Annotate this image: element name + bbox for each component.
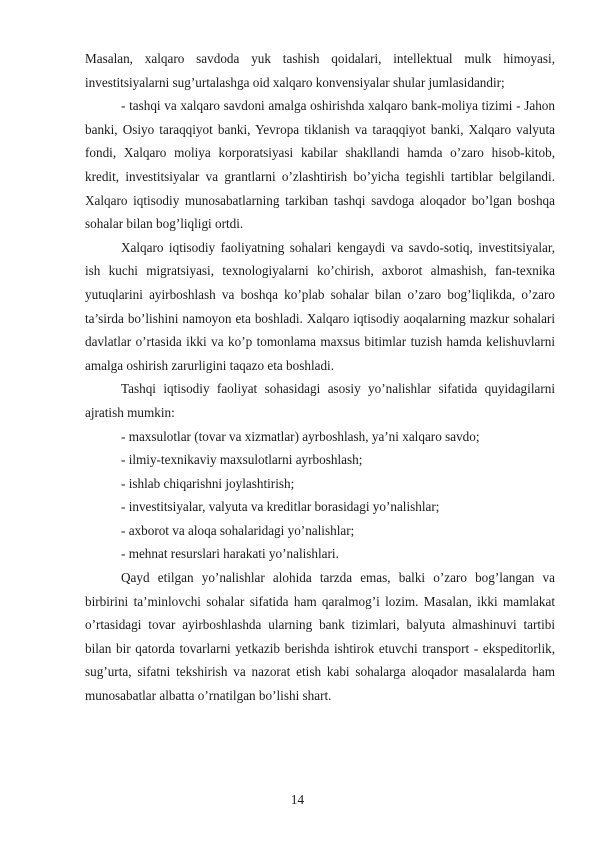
directions-list [85,425,555,567]
page-number: 14 [290,792,305,807]
paragraph-closing: Qayd etilgan yo’nalishlar alohida tarzda emas, balki o’zaro bog’langan va birbirini ta’minlovchi sohalar sifatida ham qaralmog’i lozim. Masalan, ikki mamlakat o’rtasidagi tovar ayirboshlashda ularning bank tizimlari, balyuta almashinuvi tartibi bilan bir qatorda tovarlarni yetkazib berishda ishtirok etuvchi transport - ekspeditorlik, sug’urta, sifatni tekshirish va nazorat etish kabi sohalarga aloqador masalalarda ham munosabatlar albatta o’rnatilgan bo’lishi shart. [85,570,555,704]
paragraph-main-directions: Tashqi iqtisodiy faoliyat sohasidagi asosiy yo’nalishlar sifatida quyidagilarni ajratish mumkin: [85,381,555,420]
paragraph-economic-spheres: Xalqaro iqtisodiy faoliyatning sohalari kengaydi va savdo-sotiq, investitsiyalar, ish kuchi migratsiyasi, texnologiyalarni ko’chirish, axborot almashish, fan-texnika yutuqlarini ayirboshlash va boshqa ko’plab sohalar bilan o’zaro bog’liqlikda, o’zaro ta’sirda bo’lishini namoyon eta boshladi. Xalqaro iqtisodiy aoqalarning mazkur sohalari davlatlar o’rtasida ikki va ko’p tomonlama maxsus bitimlar tuzish hamda kelishuvlarni amalga oshirish zarurligini taqazo eta boshladi. [85,239,555,373]
paragraph-bank-system: - tashqi va xalqaro savdoni amalga oshirishda xalqaro bank-moliya tizimi - Jahon banki, Osiyo taraqqiyot banki, Yevropa tiklanish va taraqqiyot banki, Xalqaro valyuta fondi, Xalqaro moliya korporatsiyasi kabilar shakllandi hamda o’zaro hisob-kitob, kredit, investitsiyalar va grantlarni o’zlashtirish bo’yicha tegishli tartiblar belgilandi. Xalqaro iqtisodiy munosabatlarning tarkiban tashqi savdoga aloqador bo’lgan boshqa sohalar bilan bog’liqligi ortdi. [85,98,555,232]
paragraph-intro: Masalan, xalqaro savdoda yuk tashish qoidalari, intellektual mulk himoyasi, investitsiyalarni sug’urtalashga oid xalqaro konvensiyalar shular jumlasidandir; [85,51,555,90]
list-item: - ilmiy-texnikaviy maxsulotlarni ayrboshlash; [121,452,363,468]
list-item: - axborot va aloqa sohalaridagi yo’nalishlar; [121,522,355,538]
document-body [85,47,555,708]
list-item: - maxsulotlar (tovar va xizmatlar) ayrboshlash, ya’ni xalqaro savdo; [121,428,480,444]
list-item: - mehnat resurslari harakati yo’nalishlari. [121,546,339,562]
list-item: - ishlab chiqarishni joylashtirish; [121,475,295,491]
list-item: - investitsiyalar, valyuta va kreditlar borasidagi yo’nalishlar; [121,499,440,515]
